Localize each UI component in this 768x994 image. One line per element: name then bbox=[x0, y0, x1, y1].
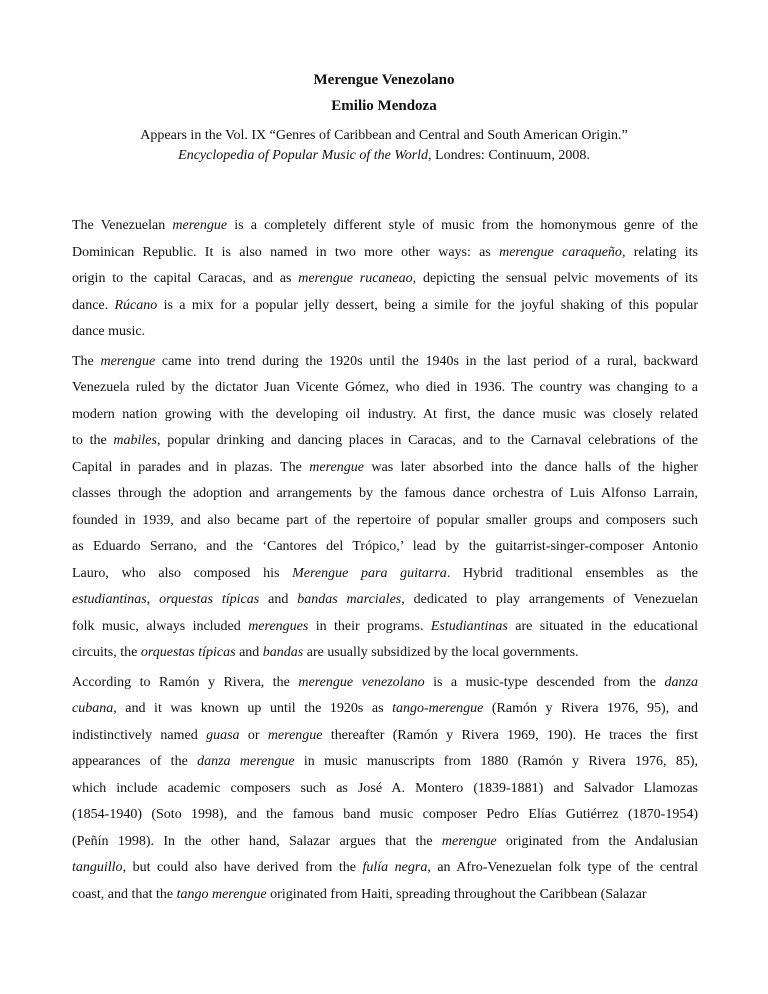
italic-term: orquestas típicas bbox=[159, 592, 260, 607]
paragraph-1 bbox=[72, 213, 698, 346]
text-run: circuits, the bbox=[72, 645, 141, 660]
text-line bbox=[72, 696, 698, 723]
document-title: Merengue Venezolano bbox=[313, 72, 455, 88]
italic-term: Rúcano bbox=[114, 297, 158, 313]
text-line bbox=[72, 587, 698, 614]
italic-term: fulía negra bbox=[362, 860, 428, 875]
text-run: in their programs. bbox=[308, 618, 431, 634]
text-run: in music manuscripts from 1880 (Ramón y Rivera 1976, 85), bbox=[294, 754, 698, 769]
italic-term: danza bbox=[664, 674, 698, 690]
text-run: According to Ramón y Rivera, the bbox=[72, 674, 299, 690]
text-run: appearances of the bbox=[72, 754, 198, 769]
text-run: is a completely different style of music from the homonymous genre of the bbox=[227, 218, 699, 233]
text-run: are usually subsidized by the local governments. bbox=[303, 645, 579, 660]
text-line bbox=[72, 534, 698, 561]
italic-term: merengue bbox=[172, 218, 228, 233]
text-run: as Eduardo Serrano, and the ‘Cantores del Trópico,’ lead by the guitarrist-singer-composer Antonio bbox=[72, 539, 698, 554]
text-run: The bbox=[72, 353, 101, 369]
text-line bbox=[72, 561, 698, 588]
text-run: dance. bbox=[72, 297, 115, 313]
text-run: classes through the adoption and arrangements by the famous dance orchestra of Luis Alfonso Larrain, bbox=[72, 486, 698, 501]
text-run: Venezuela ruled by the dictator Juan Vicente Gómez, who died in 1936. The country was changing to a bbox=[72, 380, 698, 395]
text-run: , depicting the sensual pelvic movements of its bbox=[412, 271, 698, 286]
text-run: originated from the Andalusian bbox=[496, 833, 698, 849]
paragraph-3 bbox=[72, 670, 698, 909]
italic-term: danza merengue bbox=[197, 754, 295, 769]
italic-term: estudiantinas bbox=[72, 592, 147, 607]
text-run: modern nation growing with the developing oil industry. At first, the dance music was closely related bbox=[72, 406, 698, 422]
text-run: came into trend during the 1920s until the 1940s in the last period of a rural, backward bbox=[155, 353, 699, 369]
italic-term: merengue venezolano bbox=[298, 674, 425, 690]
text-run: (Ramón y Rivera 1976, 95), and bbox=[483, 701, 698, 716]
article-body bbox=[72, 213, 698, 908]
italic-term: merengue rucaneao bbox=[298, 271, 413, 286]
text-run: , but could also have derived from the bbox=[122, 860, 363, 875]
italic-term: guasa bbox=[206, 727, 240, 743]
text-line bbox=[72, 375, 698, 402]
text-line bbox=[72, 428, 698, 455]
text-run: , and it was known up until the 1920s as bbox=[113, 701, 393, 716]
text-line bbox=[72, 293, 698, 320]
text-run: to the bbox=[72, 433, 114, 448]
text-line bbox=[72, 508, 698, 535]
text-run: coast, and that the bbox=[72, 886, 177, 902]
text-run: , relating its bbox=[621, 244, 698, 260]
italic-term: orquestas típicas bbox=[140, 645, 236, 660]
text-line bbox=[72, 266, 698, 293]
italic-term: bandas marciales, bbox=[297, 592, 405, 607]
italic-term: mabiles bbox=[113, 433, 157, 448]
text-line bbox=[72, 640, 698, 667]
text-line bbox=[72, 776, 698, 803]
text-line bbox=[72, 802, 698, 829]
text-line bbox=[72, 319, 698, 346]
text-line bbox=[72, 723, 698, 750]
text-run: originated from Haiti, spreading throughout the Caribbean (Salazar bbox=[266, 886, 647, 902]
text-run: which include academic composers such as José A. Montero (1839-1881) and Salvador Llamozas bbox=[72, 780, 698, 796]
text-run: and bbox=[259, 592, 298, 607]
paragraph-2 bbox=[72, 349, 698, 667]
text-run: Capital in parades and in plazas. The bbox=[72, 459, 310, 475]
text-run: (Peñín 1998). In the other hand, Salazar argues that the bbox=[72, 833, 442, 849]
text-run: or bbox=[239, 727, 268, 743]
text-run: Lauro, who also composed his bbox=[72, 565, 293, 581]
italic-term: bandas bbox=[262, 645, 304, 660]
text-line bbox=[72, 670, 698, 697]
text-run: , bbox=[146, 592, 160, 607]
text-line bbox=[72, 855, 698, 882]
italic-term: merengue bbox=[441, 833, 497, 849]
italic-term: tango-merengue bbox=[392, 701, 484, 716]
publication-line-2 bbox=[0, 146, 768, 166]
text-run: Dominican Republic. It is also named in two more other ways: as bbox=[72, 244, 500, 260]
text-run: is a mix for a popular jelly dessert, being a simile for the joyful shaking of this popular bbox=[157, 297, 698, 313]
text-run: are situated in the educational bbox=[507, 618, 699, 634]
text-run: (1854-1940) (Soto 1998), and the famous band music composer Pedro Elías Gutiérrez (1870-1954) bbox=[72, 807, 698, 822]
text-run: , an Afro-Venezuelan folk type of the central bbox=[427, 860, 698, 875]
publication-details: , Londres: Continuum, 2008. bbox=[428, 148, 590, 163]
text-line bbox=[72, 882, 698, 909]
text-run: is a music-type descended from the bbox=[424, 674, 665, 690]
text-run: thereafter (Ramón y Rivera 1969, 190). He traces the first bbox=[322, 727, 698, 743]
text-line bbox=[72, 614, 698, 641]
italic-term: tango merengue bbox=[176, 886, 267, 902]
italic-term: merengue bbox=[267, 727, 323, 743]
text-run: folk music, always included bbox=[72, 618, 249, 634]
text-run: origin to the capital Caracas, and as bbox=[72, 271, 299, 286]
text-run: dance music. bbox=[72, 324, 146, 339]
encyclopedia-title: Encyclopedia of Popular Music of the World bbox=[178, 148, 429, 163]
text-line bbox=[72, 455, 698, 482]
italic-term: merengue bbox=[309, 459, 364, 475]
text-line bbox=[72, 349, 698, 376]
italic-term: Merengue para guitarra bbox=[292, 565, 447, 581]
author-name: Emilio Mendoza bbox=[331, 98, 437, 114]
text-line bbox=[72, 402, 698, 429]
text-line bbox=[72, 481, 698, 508]
text-run: founded in 1939, and also became part of the repertoire of popular smaller groups and composers such bbox=[72, 512, 698, 528]
text-line bbox=[72, 829, 698, 856]
italic-term: tanguillo bbox=[72, 860, 123, 875]
text-run: dedicated to play arrangements of Venezuelan bbox=[404, 592, 698, 607]
text-run: was later absorbed into the dance halls of the higher bbox=[363, 459, 698, 475]
italic-term: merengue caraqueño bbox=[499, 244, 622, 260]
text-run: . Hybrid traditional ensembles as the bbox=[446, 565, 698, 581]
italic-term: Estudiantinas bbox=[430, 618, 508, 634]
text-line bbox=[72, 213, 698, 240]
italic-term: merengue bbox=[100, 353, 156, 369]
text-run: , popular drinking and dancing places in Caracas, and to the Carnaval celebrations of the bbox=[156, 433, 698, 448]
publication-line-1: Appears in the Vol. IX “Genres of Caribbean and Central and South American Origin.” bbox=[140, 128, 628, 143]
italic-term: merengues bbox=[248, 618, 309, 634]
text-line bbox=[72, 749, 698, 776]
italic-term: cubana bbox=[72, 701, 114, 716]
text-run: The Venezuelan bbox=[72, 218, 173, 233]
text-line bbox=[72, 240, 698, 267]
text-run: indistinctively named bbox=[72, 727, 207, 743]
text-run: and bbox=[235, 645, 263, 660]
